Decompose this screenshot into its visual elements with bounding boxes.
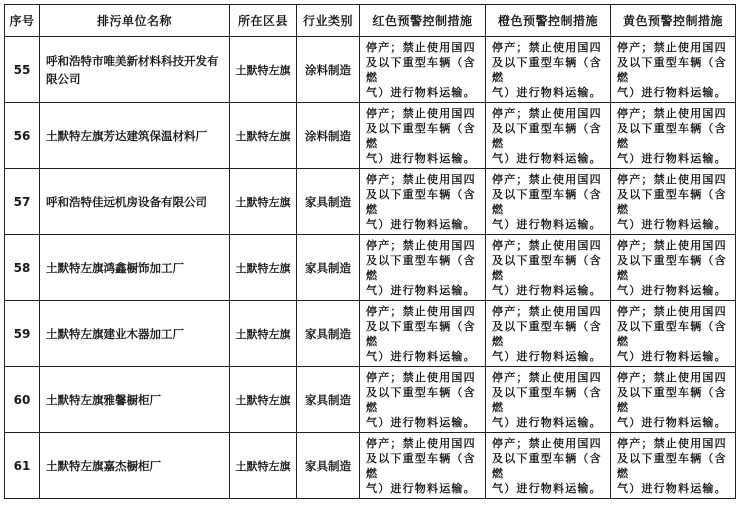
measure-line: 停产；禁止使用国四: [366, 238, 476, 252]
row-district: 土默特左旗: [230, 103, 297, 169]
row-district: 土默特左旗: [230, 301, 297, 367]
measure-line: 气）进行物料运输。: [617, 283, 727, 297]
table-row: [5, 169, 736, 235]
measure-line: 及以下重型车辆（含燃: [366, 55, 476, 84]
measure-line: 及以下重型车辆（含燃: [492, 451, 602, 480]
measure-line: 气）进行物料运输。: [366, 283, 476, 297]
row-yellow-measure: [611, 433, 736, 499]
emission-control-table: [4, 4, 736, 499]
measure-line: 及以下重型车辆（含燃: [492, 187, 602, 216]
row-unit-name: 土默特左旗雅馨橱柜厂: [40, 367, 230, 433]
measure-line: 气）进行物料运输。: [492, 415, 602, 429]
row-seq: 60: [5, 367, 40, 433]
row-industry: 家具制造: [297, 367, 360, 433]
measure-line: 及以下重型车辆（含燃: [492, 385, 602, 414]
row-unit-name: 土默特左旗芳达建筑保温材料厂: [40, 103, 230, 169]
measure-line: 及以下重型车辆（含燃: [617, 319, 727, 348]
table-row: [5, 301, 736, 367]
measure-line: 停产；禁止使用国四: [492, 370, 602, 384]
row-unit-name: 土默特左旗嘉杰橱柜厂: [40, 433, 230, 499]
row-unit-name: 呼和浩特佳远机房设备有限公司: [40, 169, 230, 235]
measure-line: 停产；禁止使用国四: [617, 106, 727, 120]
row-yellow-measure: [611, 103, 736, 169]
row-seq: 57: [5, 169, 40, 235]
header-district: 所在区县: [230, 5, 297, 37]
row-orange-measure: [486, 103, 611, 169]
document-page: [4, 4, 735, 514]
row-unit-name: 土默特左旗鸿鑫橱饰加工厂: [40, 235, 230, 301]
row-industry: 涂料制造: [297, 37, 360, 103]
row-industry: 家具制造: [297, 235, 360, 301]
measure-line: 气）进行物料运输。: [366, 151, 476, 165]
row-red-measure: [360, 103, 486, 169]
measure-line: 及以下重型车辆（含燃: [492, 121, 602, 150]
row-orange-measure: [486, 301, 611, 367]
row-unit-name: 呼和浩特市唯美新材料科技开发有限公司: [40, 37, 230, 103]
measure-line: 及以下重型车辆（含燃: [366, 385, 476, 414]
measure-line: 及以下重型车辆（含燃: [366, 121, 476, 150]
row-red-measure: [360, 37, 486, 103]
table-header: [5, 5, 736, 37]
row-seq: 59: [5, 301, 40, 367]
measure-line: 气）进行物料运输。: [366, 481, 476, 495]
row-red-measure: [360, 367, 486, 433]
measure-line: 停产；禁止使用国四: [492, 172, 602, 186]
measure-line: 气）进行物料运输。: [617, 349, 727, 363]
measure-line: 停产；禁止使用国四: [366, 304, 476, 318]
row-district: 土默特左旗: [230, 433, 297, 499]
row-district: 土默特左旗: [230, 169, 297, 235]
row-district: 土默特左旗: [230, 37, 297, 103]
header-red-measures: 红色预警控制措施: [360, 5, 486, 37]
measure-line: 及以下重型车辆（含燃: [492, 55, 602, 84]
measure-line: 停产；禁止使用国四: [366, 40, 476, 54]
row-yellow-measure: [611, 169, 736, 235]
measure-line: 停产；禁止使用国四: [617, 436, 727, 450]
measure-line: 及以下重型车辆（含燃: [366, 253, 476, 282]
row-seq: 61: [5, 433, 40, 499]
measure-line: 气）进行物料运输。: [492, 85, 602, 99]
measure-line: 及以下重型车辆（含燃: [366, 187, 476, 216]
measure-line: 及以下重型车辆（含燃: [617, 121, 727, 150]
row-yellow-measure: [611, 235, 736, 301]
measure-line: 气）进行物料运输。: [366, 415, 476, 429]
row-red-measure: [360, 169, 486, 235]
row-red-measure: [360, 433, 486, 499]
row-orange-measure: [486, 235, 611, 301]
row-orange-measure: [486, 367, 611, 433]
measure-line: 停产；禁止使用国四: [617, 370, 727, 384]
measure-line: 气）进行物料运输。: [366, 349, 476, 363]
row-seq: 55: [5, 37, 40, 103]
measure-line: 停产；禁止使用国四: [492, 238, 602, 252]
table-row: [5, 103, 736, 169]
measure-line: 及以下重型车辆（含燃: [617, 385, 727, 414]
table-row: [5, 37, 736, 103]
row-unit-name: 土默特左旗建业木器加工厂: [40, 301, 230, 367]
measure-line: 停产；禁止使用国四: [492, 436, 602, 450]
table-row: [5, 235, 736, 301]
measure-line: 及以下重型车辆（含燃: [617, 253, 727, 282]
row-red-measure: [360, 235, 486, 301]
measure-line: 及以下重型车辆（含燃: [366, 319, 476, 348]
header-seq: 序号: [5, 5, 40, 37]
measure-line: 气）进行物料运输。: [492, 481, 602, 495]
measure-line: 气）进行物料运输。: [617, 481, 727, 495]
measure-line: 停产；禁止使用国四: [366, 106, 476, 120]
measure-line: 及以下重型车辆（含燃: [366, 451, 476, 480]
measure-line: 停产；禁止使用国四: [617, 238, 727, 252]
measure-line: 及以下重型车辆（含燃: [617, 187, 727, 216]
measure-line: 及以下重型车辆（含燃: [617, 451, 727, 480]
measure-line: 气）进行物料运输。: [617, 415, 727, 429]
row-seq: 56: [5, 103, 40, 169]
measure-line: 气）进行物料运输。: [366, 85, 476, 99]
header-name: 排污单位名称: [40, 5, 230, 37]
measure-line: 及以下重型车辆（含燃: [492, 253, 602, 282]
header-row: [5, 5, 736, 37]
table-row: [5, 433, 736, 499]
measure-line: 停产；禁止使用国四: [492, 106, 602, 120]
measure-line: 气）进行物料运输。: [366, 217, 476, 231]
row-orange-measure: [486, 169, 611, 235]
row-orange-measure: [486, 37, 611, 103]
measure-line: 停产；禁止使用国四: [366, 370, 476, 384]
measure-line: 停产；禁止使用国四: [492, 40, 602, 54]
measure-line: 停产；禁止使用国四: [492, 304, 602, 318]
header-orange-measures: 橙色预警控制措施: [486, 5, 611, 37]
row-industry: 家具制造: [297, 169, 360, 235]
measure-line: 停产；禁止使用国四: [617, 40, 727, 54]
measure-line: 气）进行物料运输。: [492, 151, 602, 165]
measure-line: 及以下重型车辆（含燃: [492, 319, 602, 348]
measure-line: 停产；禁止使用国四: [366, 436, 476, 450]
row-district: 土默特左旗: [230, 367, 297, 433]
measure-line: 气）进行物料运输。: [617, 151, 727, 165]
measure-line: 气）进行物料运输。: [492, 217, 602, 231]
row-yellow-measure: [611, 367, 736, 433]
row-orange-measure: [486, 433, 611, 499]
measure-line: 停产；禁止使用国四: [617, 304, 727, 318]
header-yellow-measures: 黄色预警控制措施: [611, 5, 736, 37]
measure-line: 停产；禁止使用国四: [366, 172, 476, 186]
measure-line: 气）进行物料运输。: [492, 349, 602, 363]
row-yellow-measure: [611, 301, 736, 367]
row-red-measure: [360, 301, 486, 367]
measure-line: 气）进行物料运输。: [617, 85, 727, 99]
row-industry: 家具制造: [297, 433, 360, 499]
measure-line: 气）进行物料运输。: [617, 217, 727, 231]
measure-line: 气）进行物料运输。: [492, 283, 602, 297]
row-industry: 涂料制造: [297, 103, 360, 169]
table-row: [5, 367, 736, 433]
row-yellow-measure: [611, 37, 736, 103]
table-body: [5, 37, 736, 499]
header-industry: 行业类别: [297, 5, 360, 37]
measure-line: 停产；禁止使用国四: [617, 172, 727, 186]
row-industry: 家具制造: [297, 301, 360, 367]
measure-line: 及以下重型车辆（含燃: [617, 55, 727, 84]
row-district: 土默特左旗: [230, 235, 297, 301]
row-seq: 58: [5, 235, 40, 301]
